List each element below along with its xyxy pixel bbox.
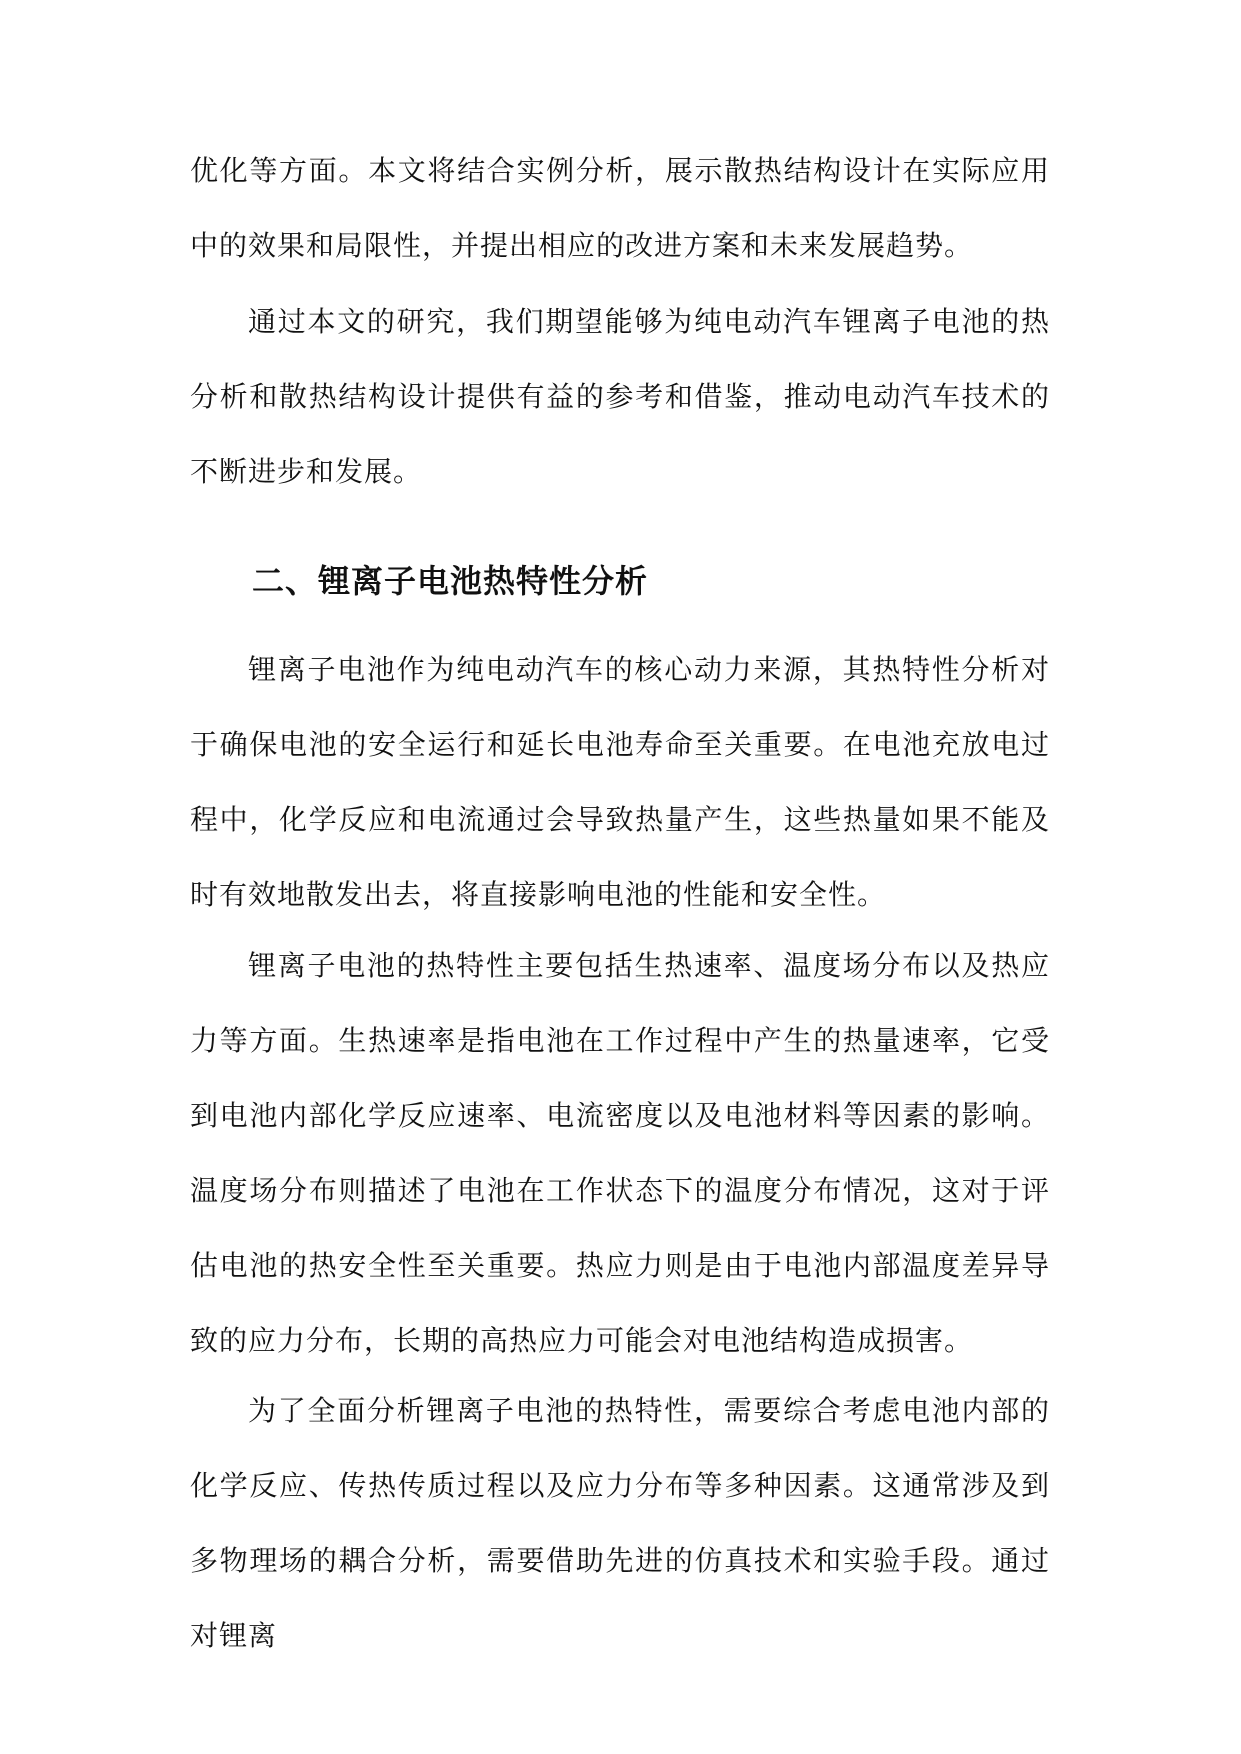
section-paragraph-1: 锂离子电池作为纯电动汽车的核心动力来源，其热特性分析对于确保电池的安全运行和延长电池寿命至关重要。在电池充放电过程中，化学反应和电流通过会导致热量产生，这些热量如果不能及时有效地散发出去，将直接影响电池的性能和安全性。 — [190, 653, 1050, 911]
section-heading: 二、锂离子电池热特性分析 — [252, 562, 649, 600]
intro-paragraph-continuation: 优化等方面。本文将结合实例分析，展示散热结构设计在实际应用中的效果和局限性，并提出相应的改进方案和未来发展趋势。 — [190, 154, 1050, 262]
section-paragraph-3: 为了全面分析锂离子电池的热特性，需要综合考虑电池内部的化学反应、传热传质过程以及应力分布等多种因素。这通常涉及到多物理场的耦合分析，需要借助先进的仿真技术和实验手段。通过对锂离 — [190, 1394, 1050, 1652]
intro-paragraph-2: 通过本文的研究，我们期望能够为纯电动汽车锂离子电池的热分析和散热结构设计提供有益的参考和借鉴，推动电动汽车技术的不断进步和发展。 — [190, 305, 1050, 488]
section-paragraph-2: 锂离子电池的热特性主要包括生热速率、温度场分布以及热应力等方面。生热速率是指电池在工作过程中产生的热量速率，它受到电池内部化学反应速率、电流密度以及电池材料等因素的影响。温度场分布则描述了电池在工作状态下的温度分布情况，这对于评估电池的热安全性至关重要。热应力则是由于电池内部温度差异导致的应力分布，长期的高热应力可能会对电池结构造成损害。 — [190, 949, 1050, 1357]
